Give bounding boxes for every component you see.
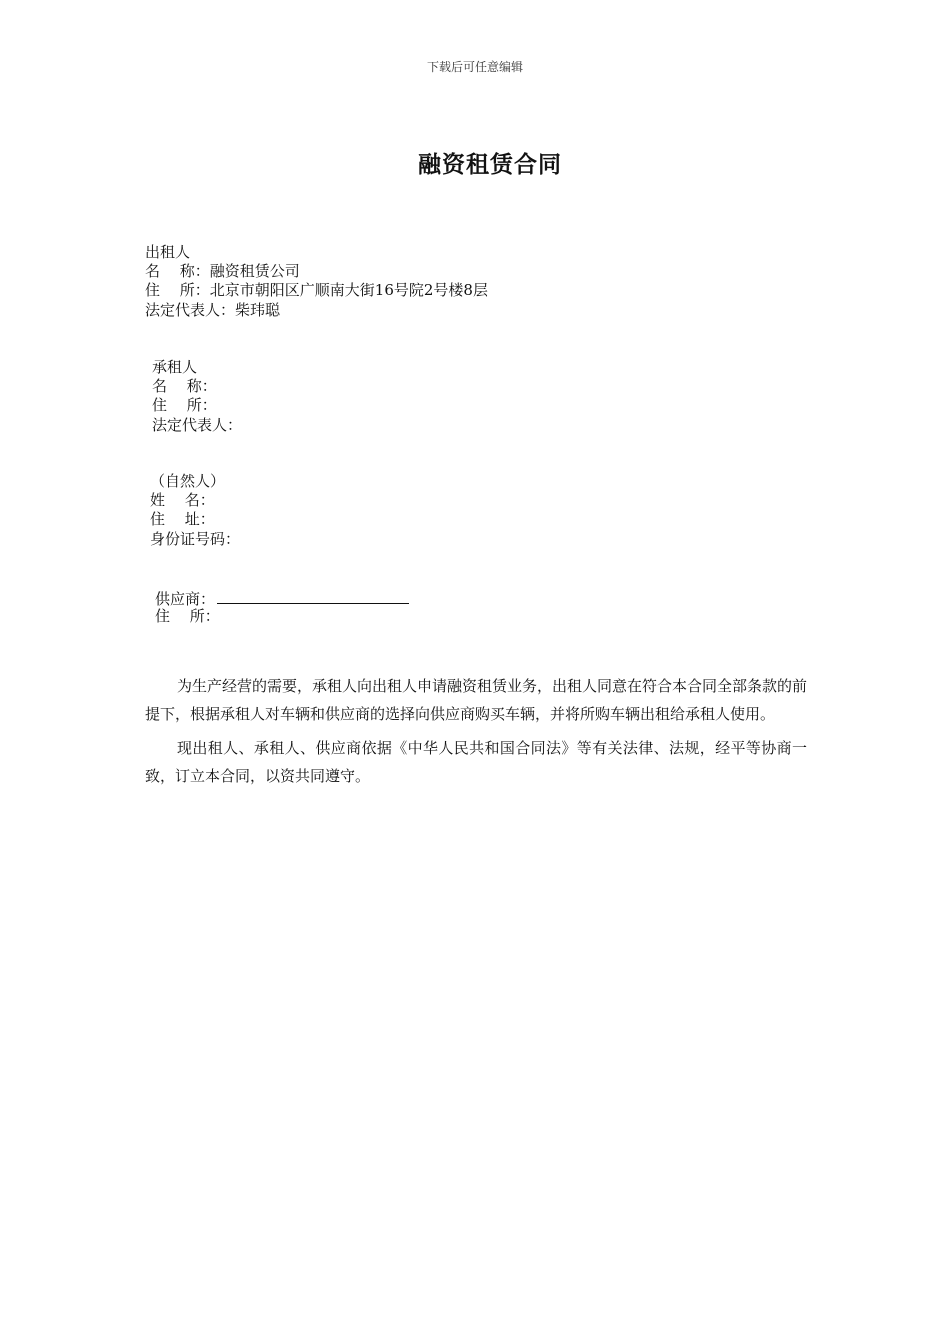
lessee-address-label: 住 所： [152,396,217,415]
lessee-section [152,358,242,435]
document-title: 融资租赁合同 [418,151,562,178]
supplier-blank-underline [217,588,409,604]
supplier-section [155,588,409,626]
lessor-section [145,243,488,320]
lessee-name-label: 名 称： [152,377,217,396]
header-note: 下载后可任意编辑 [426,60,523,74]
lessor-address: 住 所：北京市朝阳区广顺南大街16号院2号楼8层 [145,281,488,300]
lessee-representative-label: 法定代表人： [152,415,243,434]
contract-preamble [145,672,807,796]
supplier-line [155,588,409,607]
supplier-address-label: 住 所： [155,607,220,626]
lessor-representative: 法定代表人：柴玮聪 [145,300,281,319]
preamble-paragraph-1: 为生产经营的需要，承租人向出租人申请融资租赁业务，出租人同意在符合本合同全部条款的前提下，根据承租人对车辆和供应商的选择向供应商购买车辆，并将所购车辆出租给承租人使用。 [145,677,808,723]
natural-person-name-label: 姓 名： [150,491,215,510]
preamble-paragraph-2: 现出租人、承租人、供应商依据《中华人民共和国合同法》等有关法律、法规，经平等协商一致，订立本合同，以资共同遵守。 [145,739,807,785]
lessor-heading: 出租人 [145,243,191,261]
lessor-name: 名 称：融资租赁公司 [145,262,300,281]
lessee-heading: 承租人 [152,358,198,376]
natural-person-heading: （自然人） [150,472,226,490]
natural-person-section [150,472,240,549]
supplier-label: 供应商： [155,590,216,608]
natural-person-id-label: 身份证号码： [150,529,241,548]
natural-person-address-label: 住 址： [150,510,215,529]
